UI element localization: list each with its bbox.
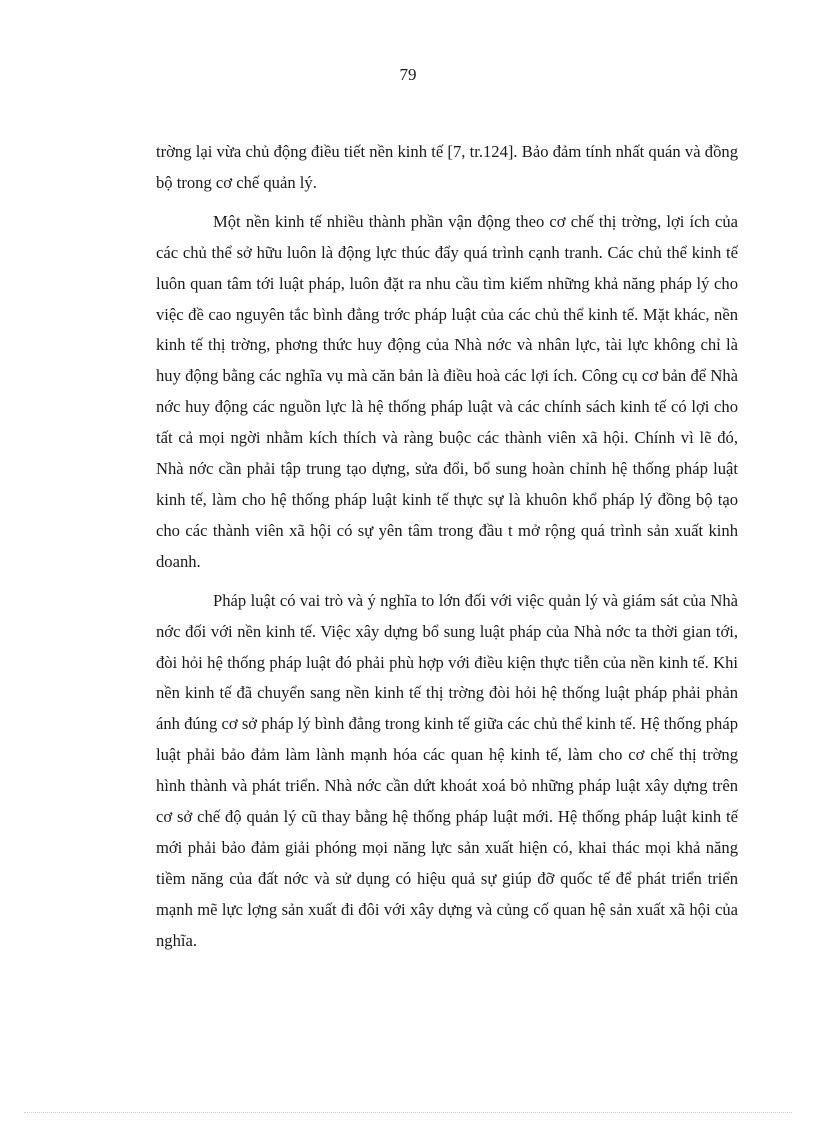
body-text (156, 137, 738, 965)
paragraph-2: Một nền kinh tế nhiều thành phần vận động theo cơ chế thị trờng, lợi ích của các chủ thể sở hữu luôn là động lực thúc đẩy quá trình cạnh tranh. Các chủ thể kinh tế luôn quan tâm tới luật pháp, luôn đặt ra nhu cầu tìm kiếm những khả năng pháp lý cho việc đề cao nguyên tắc bình đẳng trớc pháp luật của các chủ thể kinh tế. Mặt khác, nền kinh tế thị trờng, phơng thức huy động của Nhà nớc và nhân lực, tài lực không chỉ là huy động bằng các nghĩa vụ mà căn bản là điều hoà các lợi ích. Công cụ cơ bản để Nhà nớc huy động các nguồn lực là hệ thống pháp luật và các chính sách kinh tế có lợi cho tất cả mọi ngời nhằm kích thích và ràng buộc các thành viên xã hội. Chính vì lẽ đó, Nhà nớc cần phải tập trung tạo dựng, sửa đổi, bổ sung hoàn chỉnh hệ thống pháp luật kinh tế, làm cho hệ thống pháp luật kinh tế thực sự là khuôn khổ pháp lý đồng bộ tạo cho các thành viên xã hội có sự yên tâm trong đầu t mở rộng quá trình sản xuất kinh doanh. (156, 211, 738, 571)
paragraph-1: trờng lại vừa chủ động điều tiết nền kinh tế [7, tr.124]. Bảo đảm tính nhất quán và đồng bộ trong cơ chế quản lý. (156, 142, 738, 192)
paragraph-3: Pháp luật có vai trò và ý nghĩa to lớn đối với việc quản lý và giám sát của Nhà nớc đối với nền kinh tế. Việc xây dựng bổ sung luật pháp của Nhà nớc ta thời gian tới, đòi hỏi hệ thống pháp luật đó phải phù hợp với điều kiện thực tiễn của nền kinh tế. Khi nền kinh tế đã chuyển sang nền kinh tế thị trờng đòi hỏi hệ thống luật pháp phải phản ánh đúng cơ sở pháp lý bình đẳng trong kinh tế giữa các chủ thể kinh tế. Hệ thống pháp luật phải bảo đảm làm lành mạnh hóa các quan hệ kinh tế, làm cho cơ chế thị trờng hình thành và phát triển. Nhà nớc cần dứt khoát xoá bỏ những pháp luật xây dựng trên cơ sở chế độ quản lý cũ thay bằng hệ thống pháp luật mới. Hệ thống pháp luật kinh tế mới phải bảo đảm giải phóng mọi năng lực sản xuất hiện có, khai thác mọi khả năng tiềm năng của đất nớc và sử dụng có hiệu quả sự giúp đỡ quốc tế để phát triển triển mạnh mẽ lực lợng sản xuất đi đôi với xây dựng và củng cố quan hệ sản xuất xã hội của nghĩa. (156, 590, 738, 950)
page-bottom-divider (24, 1112, 792, 1113)
page-number: 79 (399, 65, 417, 84)
